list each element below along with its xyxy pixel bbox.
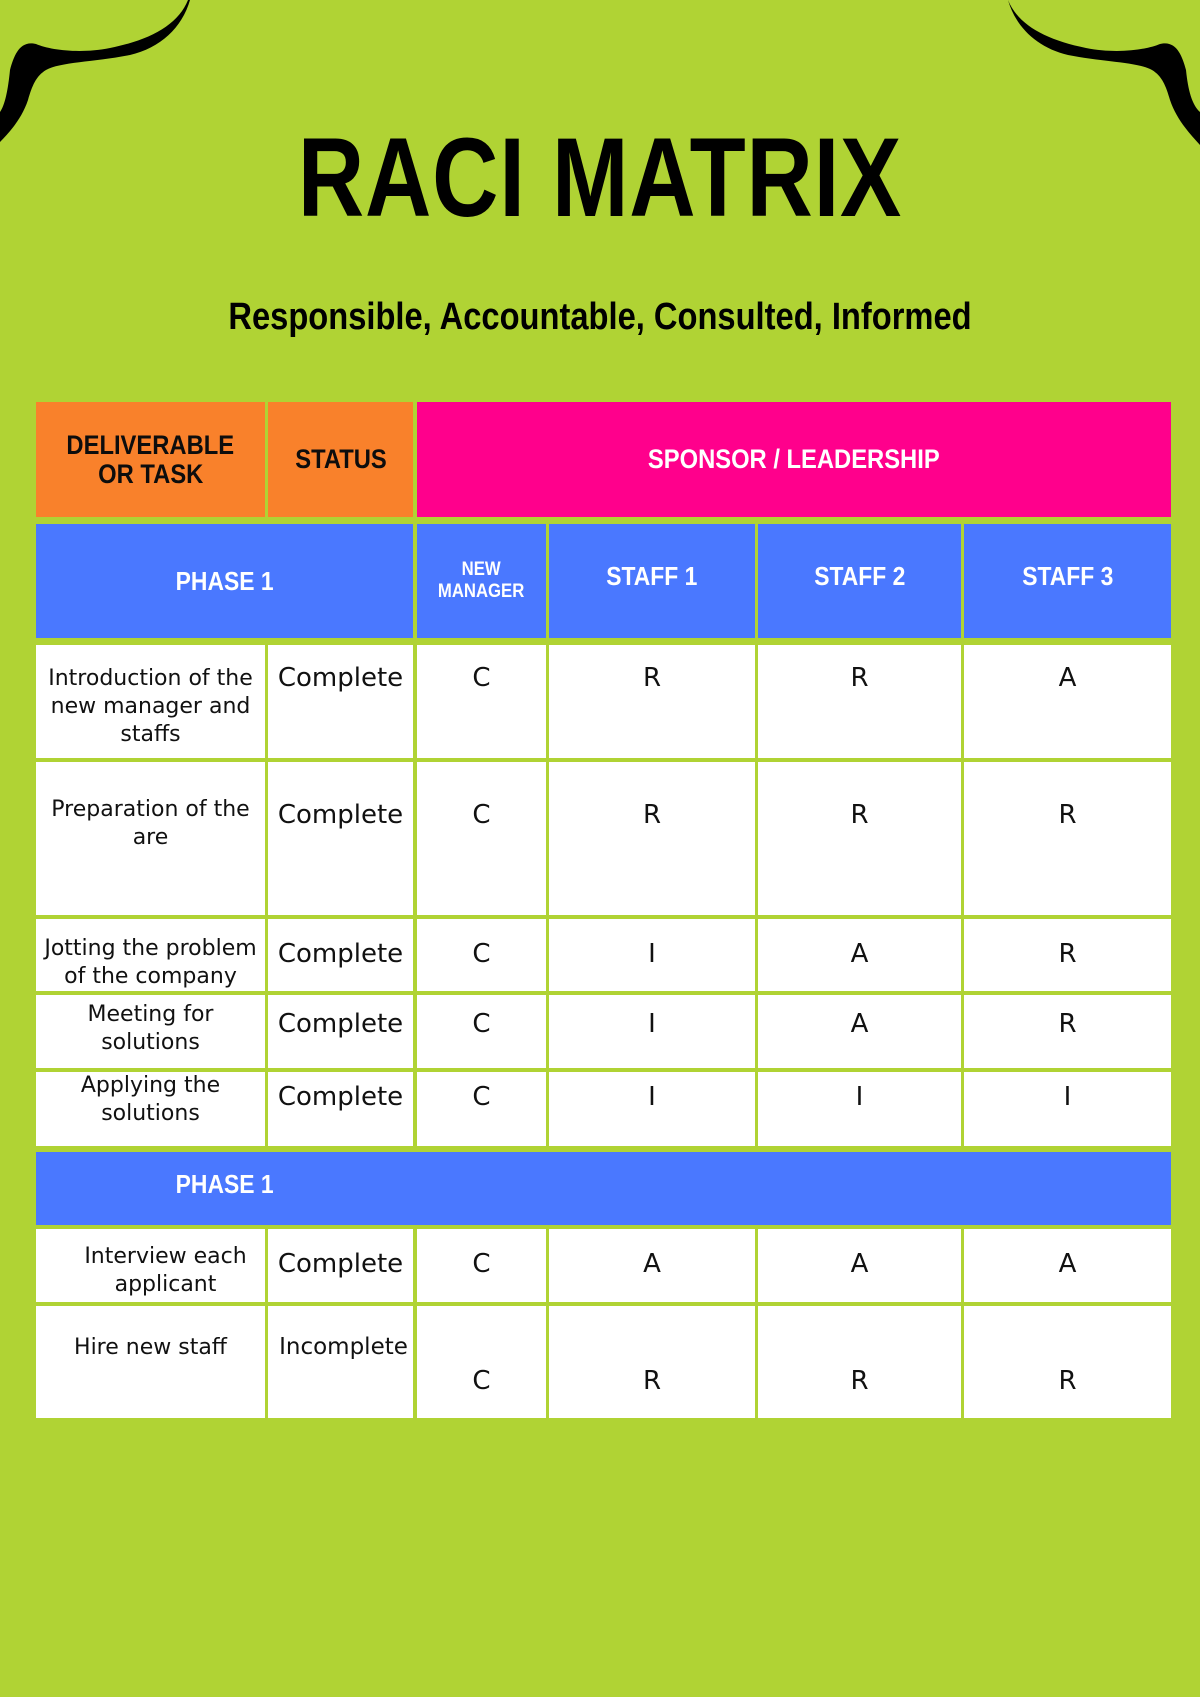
raci-value: C	[472, 663, 491, 693]
header-sponsor-label: SPONSOR / LEADERSHIP	[648, 444, 940, 474]
raci-new-manager	[417, 919, 546, 991]
raci-staff2	[758, 645, 961, 758]
phase-band	[36, 1152, 1171, 1225]
raci-value: A	[643, 1249, 661, 1279]
header-deliverable-line1: DELIVERABLE	[66, 429, 235, 460]
raci-value: R	[642, 800, 662, 830]
raci-new-manager	[417, 1229, 546, 1302]
status-cell	[268, 762, 413, 915]
task-line: Meeting for	[87, 1002, 214, 1027]
raci-value: R	[850, 800, 869, 830]
status-label: Complete	[277, 800, 404, 830]
header-sponsor	[417, 402, 1171, 517]
raci-new-manager	[417, 645, 546, 758]
table-row-task	[36, 762, 265, 915]
task-line: applicant	[114, 1272, 217, 1297]
raci-value: A	[850, 939, 869, 969]
raci-staff1	[549, 762, 755, 915]
task-line: Hire new staff	[74, 1335, 227, 1360]
task-line: Jotting the problem	[44, 936, 257, 961]
raci-staff3	[964, 645, 1171, 758]
status-label: Complete	[277, 663, 404, 693]
raci-value: A	[1058, 663, 1077, 693]
page-title: RACI MATRIX	[297, 115, 903, 240]
raci-value: R	[1058, 1366, 1077, 1396]
column-staff3-label: STAFF 3	[1021, 560, 1114, 591]
raci-value: A	[1058, 1249, 1077, 1279]
table-row-task	[36, 919, 265, 991]
raci-new-manager	[417, 1072, 546, 1146]
raci-value: R	[642, 663, 662, 693]
task-line: new manager and	[50, 694, 251, 719]
task-line: staffs	[120, 722, 181, 747]
raci-value: R	[1058, 939, 1077, 969]
raci-value: C	[472, 800, 491, 830]
table-row-task	[36, 1072, 265, 1146]
raci-value: R	[1058, 800, 1077, 830]
column-staff2-label: STAFF 2	[813, 560, 906, 591]
task-line: solutions	[101, 1101, 200, 1126]
raci-staff2	[758, 1229, 961, 1302]
raci-staff1	[549, 1072, 755, 1146]
task-line: of the company	[64, 964, 237, 989]
raci-value: C	[472, 1366, 491, 1396]
raci-value: C	[472, 1009, 491, 1039]
raci-value: R	[642, 1366, 662, 1396]
raci-value: I	[648, 1082, 656, 1112]
task-line: Applying the	[80, 1073, 221, 1098]
raci-staff2	[758, 1306, 961, 1418]
page-subtitle: Responsible, Accountable, Consulted, Informed	[228, 296, 972, 338]
raci-staff2	[758, 995, 961, 1068]
status-label: Complete	[277, 1249, 404, 1279]
raci-value: C	[472, 939, 491, 969]
raci-staff3	[964, 1306, 1171, 1418]
status-label: Complete	[277, 939, 404, 969]
header-status-label: STATUS	[294, 444, 387, 474]
status-cell	[268, 995, 413, 1068]
status-cell	[268, 645, 413, 758]
table-row-task	[36, 645, 265, 758]
status-cell	[268, 1229, 413, 1302]
phase-band-label: PHASE 1	[175, 1169, 274, 1199]
task-line: Interview each	[84, 1244, 247, 1269]
column-staff2	[758, 524, 961, 638]
status-cell	[268, 1072, 413, 1146]
column-staff3	[964, 524, 1171, 638]
column-staff1-label: STAFF 1	[606, 560, 698, 591]
header-deliverable-line2: OR TASK	[97, 458, 204, 489]
raci-value: R	[850, 1366, 869, 1396]
raci-staff2	[758, 762, 961, 915]
raci-value: A	[850, 1249, 869, 1279]
raci-staff2	[758, 1072, 961, 1146]
raci-staff1	[549, 919, 755, 991]
raci-staff3	[964, 919, 1171, 991]
raci-staff1	[549, 645, 755, 758]
raci-staff3	[964, 762, 1171, 915]
raci-value: I	[648, 939, 656, 969]
raci-value: A	[850, 1009, 869, 1039]
raci-value: I	[648, 1009, 656, 1039]
status-cell	[268, 1306, 413, 1418]
raci-staff1	[549, 995, 755, 1068]
status-cell	[268, 919, 413, 991]
raci-value: C	[472, 1082, 491, 1112]
raci-staff2	[758, 919, 961, 991]
raci-new-manager	[417, 762, 546, 915]
column-new-manager-line1: NEW	[461, 559, 501, 580]
raci-staff3	[964, 1229, 1171, 1302]
raci-value: I	[1063, 1082, 1072, 1112]
header-status	[268, 402, 413, 517]
raci-staff1	[549, 1306, 755, 1418]
phase-header-label: PHASE 1	[175, 565, 274, 596]
raci-staff1	[549, 1229, 755, 1302]
column-staff1	[549, 524, 755, 638]
raci-value: R	[850, 663, 869, 693]
phase-header	[36, 524, 413, 638]
task-line: Introduction of the	[48, 666, 253, 691]
column-new-manager-line2: MANAGER	[438, 581, 525, 602]
raci-staff3	[964, 1072, 1171, 1146]
status-label: Complete	[277, 1009, 404, 1039]
task-line: are	[132, 825, 169, 850]
raci-value: C	[472, 1249, 491, 1279]
raci-value: R	[1058, 1009, 1077, 1039]
raci-new-manager	[417, 1306, 546, 1418]
raci-staff3	[964, 995, 1171, 1068]
task-line: solutions	[101, 1030, 200, 1055]
raci-new-manager	[417, 995, 546, 1068]
column-new-manager	[417, 524, 546, 638]
raci-value: I	[855, 1082, 864, 1112]
status-label: Incomplete	[279, 1334, 408, 1360]
status-label: Complete	[277, 1082, 404, 1112]
task-line: Preparation of the	[51, 797, 250, 822]
header-deliverable	[36, 402, 265, 517]
table-row-task	[36, 995, 265, 1068]
table-row-task	[36, 1229, 265, 1302]
table-row-task	[36, 1306, 265, 1418]
